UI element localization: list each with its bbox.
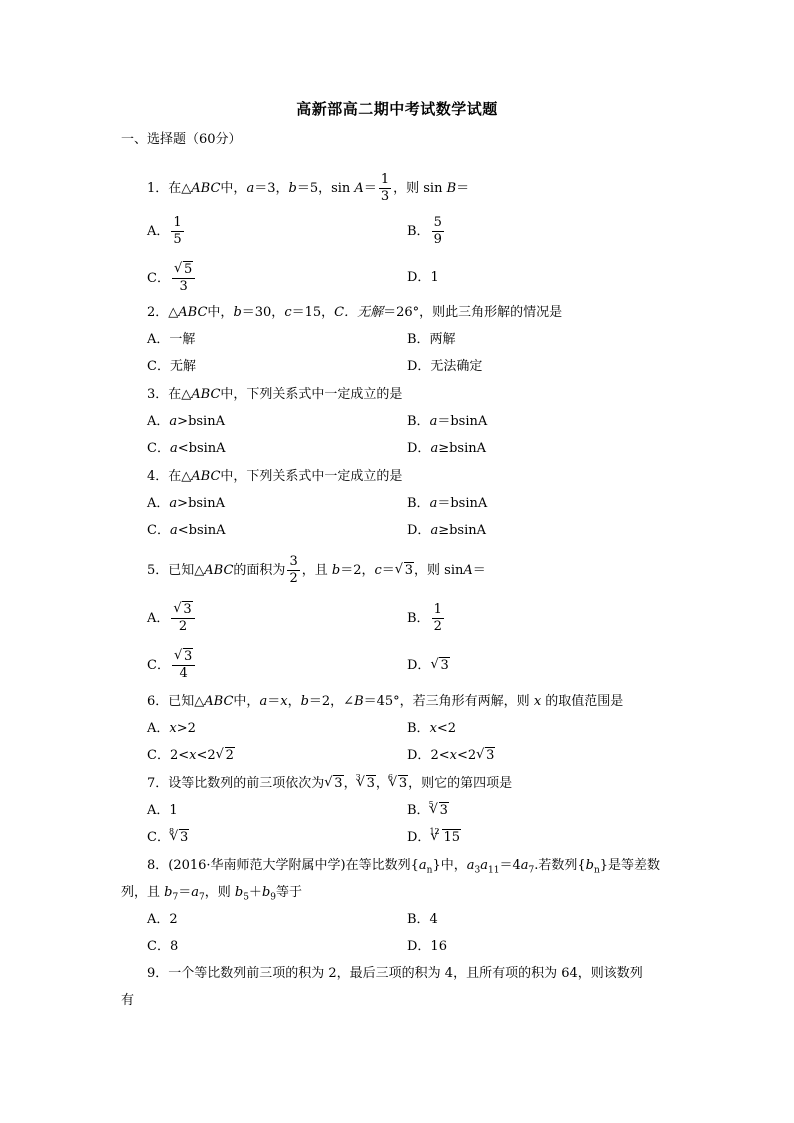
sqrt: √ 5 [174, 262, 193, 278]
question-7: 7．设等比数列的前三项依次为√ 3， √ 3 3， √ 6 3，则它的第四项是 [147, 776, 512, 792]
q4-option-a: A．a>bsinA [147, 496, 225, 511]
q4-option-c: C．a<bsinA [147, 523, 226, 538]
q1-option-d: D．1 [407, 270, 439, 285]
question-3: 3．在△ABC中，下列关系式中一定成立的是 [147, 387, 403, 402]
q7-option-d: D． √ 12 15 [407, 830, 461, 846]
q6-option-d: D．2<x<2√ 3 [407, 748, 495, 764]
q7-option-b: B． √ 5 3 [407, 803, 449, 819]
question-8: 8．(2016·华南师范大学附属中学)在等比数列$\{a_n\}$中，$a_3a_{11}=4a_7$.若数列$\{b_n\}$是等差数 [147, 858, 661, 876]
q2-option-c: C．无解 [147, 359, 196, 374]
q1-option-b: B． $\frac{5}{9}$ [407, 215, 442, 247]
question-2: 2．△ABC中，b＝30，c＝15，C．无解＝26°，则此三角形解的情况是 [147, 305, 563, 320]
q8-option-a: A．2 [147, 912, 178, 927]
question-9: 9．一个等比数列前三项的积为 2，最后三项的积为 4，且所有项的积为 64，则该数列 [147, 966, 643, 981]
question-5: 5．已知△ABC的面积为 $\frac{3}{2}$ ，且 b＝2，c＝√ 3，则 sinA＝ [147, 554, 486, 587]
q1-option-c: C． √ $\frac{5}{3}$ [147, 262, 197, 295]
q5-option-b: B． $\frac{1}{2}$ [407, 602, 442, 634]
q7-option-a: A．1 [147, 803, 178, 818]
page-title: 高新部高二期中考试数学试题 [296, 100, 498, 118]
question-8-cont: 列，且 $b_7=a_7$，则 $b_5+b_9$等于 [121, 885, 303, 903]
question-6: 6．已知△ABC中，a＝x，b＝2，∠B＝45°，若三角形有两解，则 x 的取值范围是 [147, 694, 624, 709]
q2-option-b: B．两解 [407, 332, 456, 347]
q6-option-c: C．2<x<2√ 2 [147, 748, 235, 764]
q6-option-b: B．x<2 [407, 721, 457, 736]
q5-option-c: C． √ $\frac{3}{4}$ [147, 649, 197, 682]
q3-option-c: C．a<bsinA [147, 441, 226, 456]
q5-option-a: A． √ $\frac{3}{2}$ [147, 602, 197, 635]
q8-option-d: D．16 [407, 939, 447, 954]
question-1: 1．在△ABC中，a＝3，b＝5，sin A＝ $\frac{1}{3}$ ，则 sin B＝ [147, 172, 470, 204]
fraction: $\frac{1}{3}$ [380, 172, 390, 204]
q4-option-b: B．a＝bsinA [407, 496, 488, 511]
q8-option-b: B．4 [407, 912, 438, 927]
q4-option-d: D．a≥bsinA [407, 523, 487, 538]
question-9-cont: 有 [121, 993, 135, 1008]
q2-option-a: A．一解 [147, 332, 196, 347]
question-4: 4．在△ABC中，下列关系式中一定成立的是 [147, 469, 403, 484]
q1-option-a: A． $\frac{1}{5}$ [147, 215, 182, 247]
q8-option-c: C．8 [147, 939, 179, 954]
q3-option-a: A．a>bsinA [147, 414, 225, 429]
q3-option-d: D．a≥bsinA [407, 441, 487, 456]
q2-option-d: D．无法确定 [407, 359, 483, 374]
q5-option-d: D．√ 3 [407, 658, 450, 674]
section-heading: 一、选择题（60分） [121, 132, 242, 147]
q7-option-c: C． √ 8 3 [147, 830, 189, 846]
q3-option-b: B．a＝bsinA [407, 414, 488, 429]
q6-option-a: A．x>2 [147, 721, 196, 736]
